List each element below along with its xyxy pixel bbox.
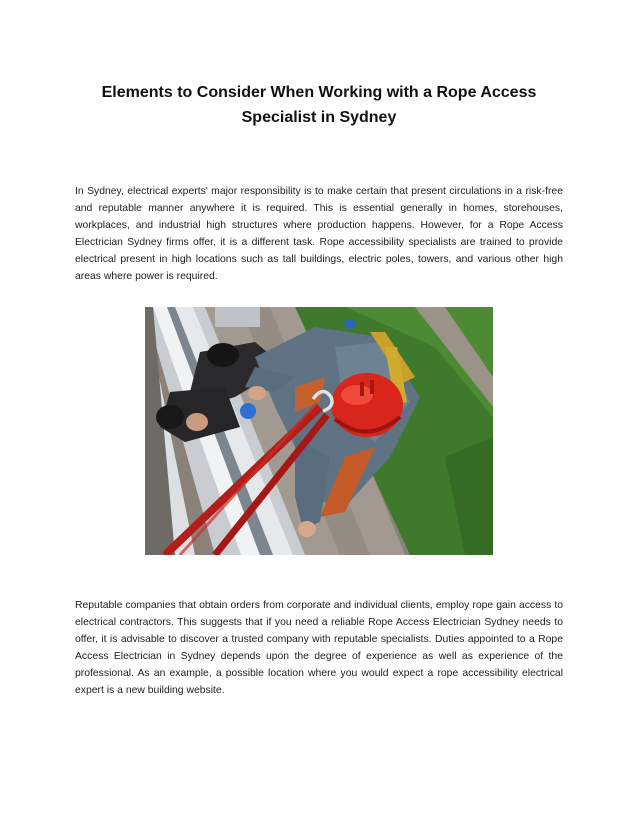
rope-access-worker-photo xyxy=(145,307,493,555)
page-title: Elements to Consider When Working with a Rope Access Specialist in Sydney xyxy=(101,84,537,126)
paragraph-companies: Reputable companies that obtain orders from corporate and individual clients, employ rope gain access to electrical contractors. This suggests that if you need a reliable Rope Access Electrician Sydney needs to offer, it is advisable to discover a trusted company with reputable specialists. Duties appointed to a Rope Access Electrician in Sydney depends upon the degree of experience as well as experience of the professional. As an example, a possible location where you would expect a rope accessibility electrical expert is a new building website. xyxy=(75,600,563,696)
paragraph-intro: In Sydney, electrical experts' major responsibility is to make certain that present circulations in a risk-free and reputable manner anywhere it is required. This is essential generally in homes, storehouses, workplaces, and industrial high structures where production happens. However, for a Rope Access Electrician Sydney firms offer, it is a different task. Rope accessibility specialists are trained to provide electrical present in high locations such as tall buildings, electric poles, towers, and various other high areas where power is required. xyxy=(75,186,563,282)
